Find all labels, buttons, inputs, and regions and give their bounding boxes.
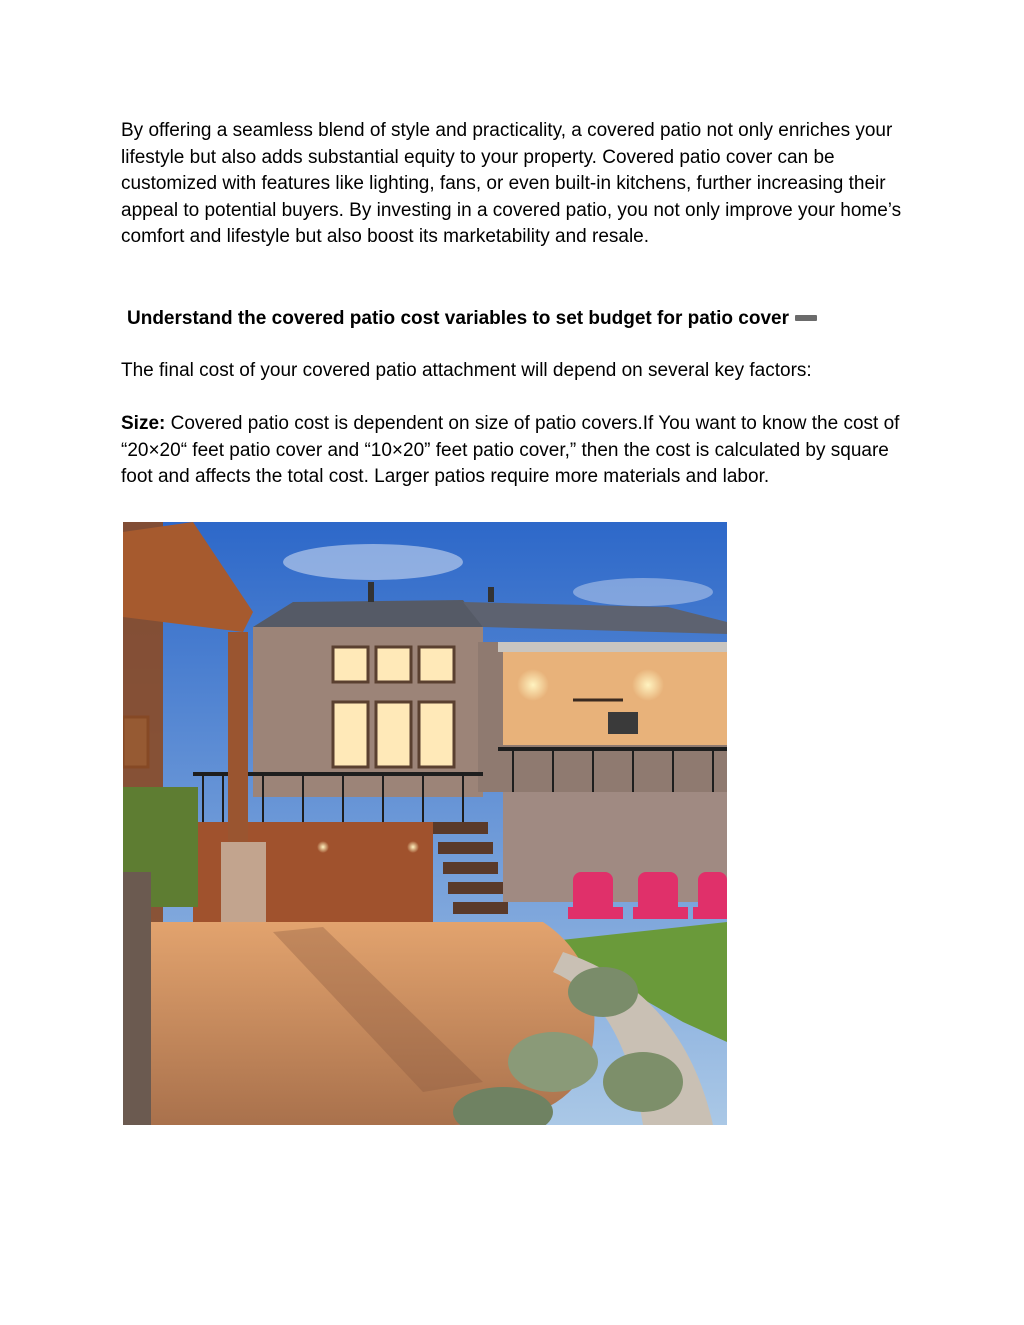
size-factor-label: Size: <box>121 413 166 434</box>
minus-icon <box>795 315 817 321</box>
covered-patio-photo <box>123 522 727 1125</box>
intro-paragraph: By offering a seamless blend of style and practicality, a covered patio not only enriches your lifestyle but also adds substantial equity to your property. Covered patio cover can be customized with features like lighting, fans, or even built-in kitchens, further increasing their appeal to potential buyers. By investing in a covered patio, you not only improve your home’s comfort and lifestyle but also boost its marketability and resale. <box>121 120 902 247</box>
factors-intro-paragraph: The final cost of your covered patio attachment will depend on several key factors: <box>121 360 812 381</box>
section-heading <box>127 306 927 332</box>
size-factor-text: Covered patio cost is dependent on size of patio covers.If You want to know the cost of “20×20“ feet patio cover and “10×20” feet patio cover,” then the cost is calculated by square foot and affects the total cost. Larger patios require more materials and labor. <box>121 413 900 487</box>
size-factor-paragraph <box>121 411 921 491</box>
section-heading-text: Understand the covered patio cost variables to set budget for patio cover <box>127 308 789 329</box>
